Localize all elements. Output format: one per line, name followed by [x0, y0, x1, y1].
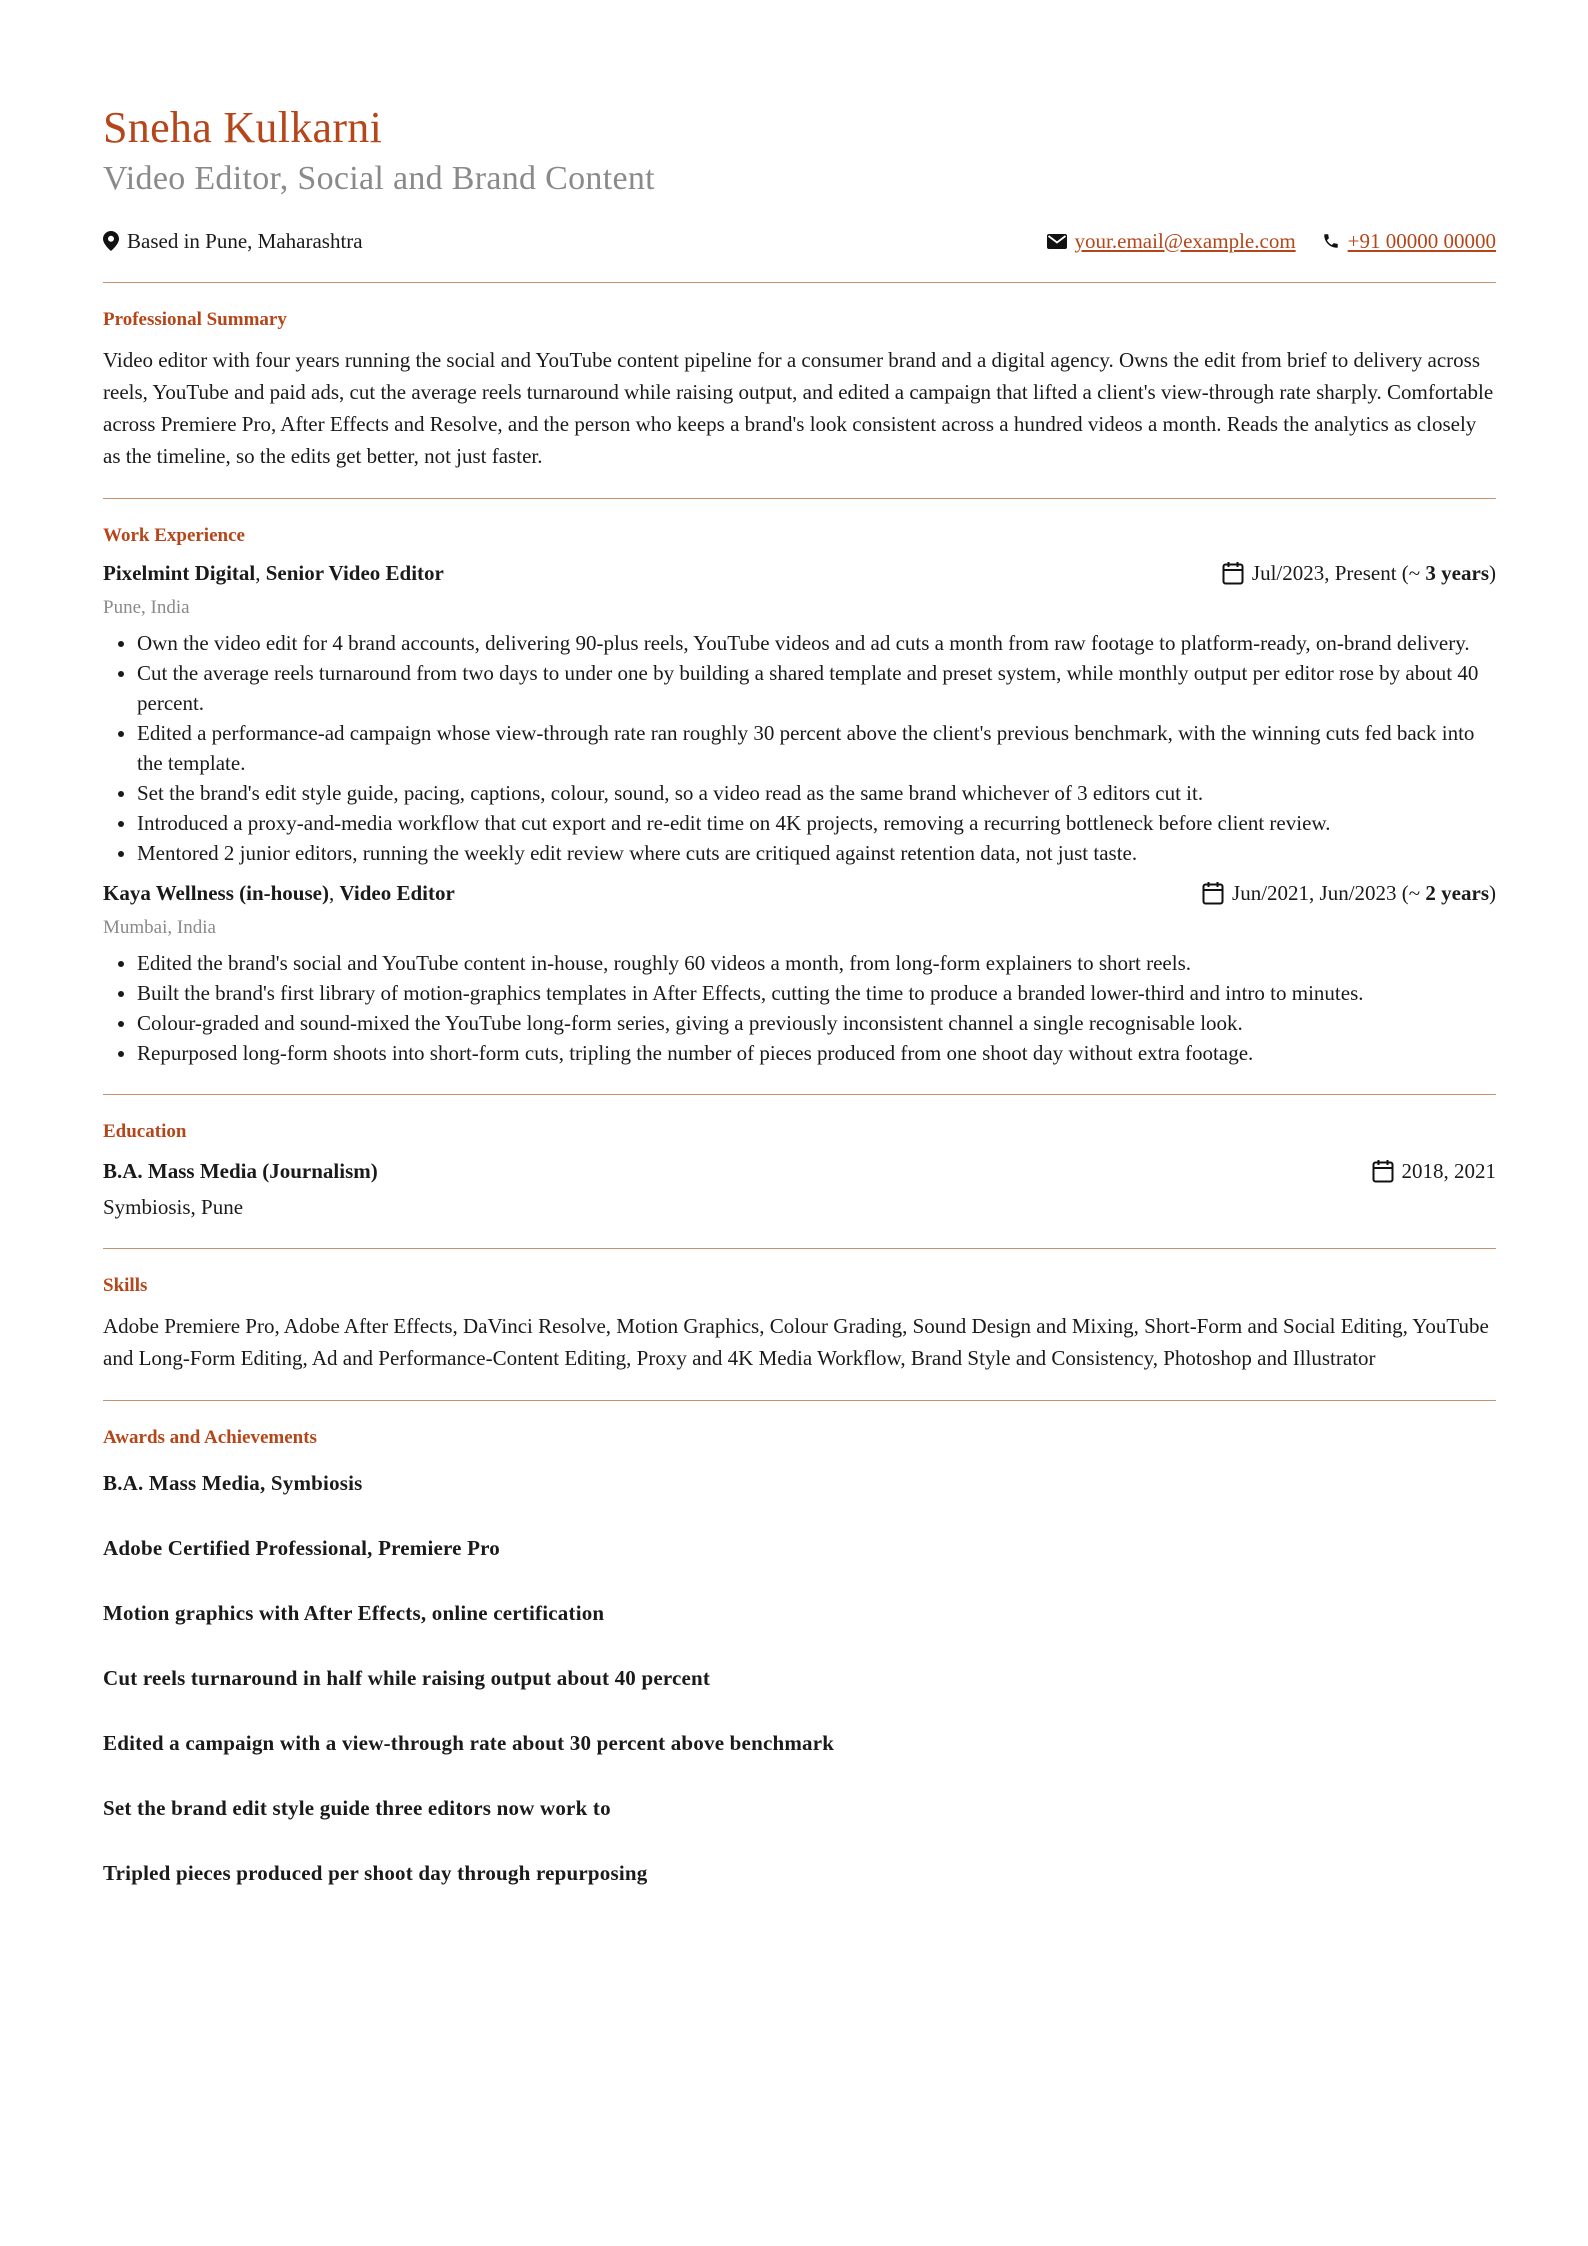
job-bullets — [103, 948, 1496, 1068]
award-item: Cut reels turnaround in half while raising output about 40 percent — [103, 1666, 711, 1690]
award-item: Edited a campaign with a view-through rate about 30 percent above benchmark — [103, 1731, 835, 1755]
institution: Symbiosis, Pune — [103, 1195, 244, 1219]
summary-text: Video editor with four years running the social and YouTube content pipeline for a consumer brand and a digital agency. Owns the edit from brief to delivery across reels, YouTube and paid ads, cut the average reels turnaround while raising output, and edited a campaign that lifted a client's view-through rate sharply. Comfortable across Premiere Pro, After Effects and Resolve, and the person who keeps a brand's look consistent across a hundred videos a month. Reads the analytics as closely as the timeline, so the edits get better, not just faster. — [103, 348, 1494, 468]
section-heading: Work Experience — [103, 525, 245, 546]
award-item: Set the brand edit style guide three editors now work to — [103, 1796, 611, 1820]
list-item: • Repurposed long-form shoots into short-form cuts, tripling the number of pieces produced from one shoot day without extra footage. — [137, 1038, 1496, 1068]
job-dates — [1222, 558, 1496, 588]
list-item: • Built the brand's first library of motion-graphics templates in After Effects, cutting the time to produce a branded lower-third and intro to minutes. — [137, 978, 1496, 1008]
award-item: Tripled pieces produced per shoot day through repurposing — [103, 1861, 648, 1885]
job-bullets — [103, 628, 1496, 868]
job-role: Video Editor — [339, 881, 455, 905]
candidate-name: Sneha Kulkarni — [103, 103, 383, 152]
award-item: Motion graphics with After Effects, online certification — [103, 1601, 605, 1625]
award-item: B.A. Mass Media, Symbiosis — [103, 1471, 363, 1495]
job-location: Pune, India — [103, 597, 190, 618]
calendar-icon — [1202, 881, 1224, 905]
job-entry — [103, 878, 1496, 1068]
calendar-icon — [1372, 1159, 1394, 1183]
section-heading: Professional Summary — [103, 309, 287, 330]
education-date-range: 2018, 2021 — [1401, 1159, 1496, 1183]
job-location: Mumbai, India — [103, 917, 216, 938]
list-item: • Own the video edit for 4 brand accounts, delivering 90-plus reels, YouTube videos and ad cuts a month from raw footage to platform-ready, on-brand delivery. — [137, 628, 1496, 658]
contact-links — [1047, 229, 1496, 254]
job-title: Pixelmint Digital, Senior Video Editor — [103, 561, 444, 585]
job-header — [103, 878, 1496, 908]
list-item: • Colour-graded and sound-mixed the YouTube long-form series, giving a previously inconsistent channel a single recognisable look. — [137, 1008, 1496, 1038]
calendar-icon — [1222, 561, 1244, 585]
company-name: Kaya Wellness (in-house) — [103, 881, 329, 905]
date-range: Jul/2023, Present (~ — [1251, 561, 1426, 585]
candidate-title: Video Editor, Social and Brand Content — [103, 160, 655, 197]
summary-section — [103, 283, 1496, 498]
education-dates — [1372, 1156, 1497, 1186]
list-item: • Edited the brand's social and YouTube content in-house, roughly 60 videos a month, from long-form explainers to short reels. — [137, 948, 1496, 978]
phone-icon — [1322, 232, 1340, 250]
award-item: Adobe Certified Professional, Premiere Pro — [103, 1536, 501, 1560]
list-item: • Introduced a proxy-and-media workflow that cut export and re-edit time on 4K projects, removing a recurring bottleneck before client review. — [137, 808, 1496, 838]
education-header — [103, 1156, 1496, 1186]
awards-list — [103, 1468, 1496, 1888]
phone-link[interactable]: +91 00000 00000 — [1347, 228, 1496, 253]
contact-row — [103, 226, 1496, 256]
map-pin-icon — [103, 231, 119, 251]
phone-contact — [1322, 229, 1496, 254]
job-title: Kaya Wellness (in-house), Video Editor — [103, 881, 455, 905]
list-item: • Set the brand's edit style guide, pacing, captions, colour, sound, so a video read as the same brand whichever of 3 editors cut it. — [137, 778, 1496, 808]
list-item: • Edited a performance-ad campaign whose view-through rate ran roughly 30 percent above the client's previous benchmark, with the winning cuts fed back into the template. — [137, 718, 1496, 778]
email-link[interactable]: your.email@example.com — [1074, 228, 1296, 253]
education-section — [103, 1095, 1496, 1248]
degree: B.A. Mass Media (Journalism) — [103, 1159, 378, 1183]
job-entry — [103, 558, 1496, 868]
job-dates — [1202, 878, 1496, 908]
date-close: ) — [1489, 561, 1496, 585]
company-name: Pixelmint Digital — [103, 561, 256, 585]
job-header — [103, 558, 1496, 588]
location-info — [103, 229, 363, 254]
date-close: ) — [1489, 881, 1496, 905]
section-heading: Awards and Achievements — [103, 1427, 317, 1448]
date-range: Jun/2021, Jun/2023 (~ — [1232, 881, 1426, 905]
skills-section — [103, 1249, 1496, 1400]
experience-section — [103, 499, 1496, 1094]
awards-section — [103, 1401, 1496, 1949]
list-item: • Cut the average reels turnaround from two days to under one by building a shared template and preset system, while monthly output per editor rose by about 40 percent. — [137, 658, 1496, 718]
section-heading: Education — [103, 1121, 187, 1142]
duration: 3 years — [1425, 561, 1489, 585]
duration: 2 years — [1425, 881, 1489, 905]
envelope-icon — [1047, 234, 1067, 249]
skills-text: Adobe Premiere Pro, Adobe After Effects, DaVinci Resolve, Motion Graphics, Colour Grading, Sound Design and Mixing, Short-Form and Social Editing, YouTube and Long-Form Editing, Ad and Performance-Content Editing, Proxy and 4K Media Workflow, Brand Style and Consistency, Photoshop and Illustrator — [103, 1314, 1489, 1370]
list-item: • Mentored 2 junior editors, running the weekly edit review where cuts are critiqued against retention data, not just taste. — [137, 838, 1496, 868]
email-contact — [1047, 229, 1296, 254]
job-role: Senior Video Editor — [265, 561, 444, 585]
section-heading: Skills — [103, 1275, 148, 1296]
location-text: Based in Pune, Maharashtra — [127, 228, 363, 253]
